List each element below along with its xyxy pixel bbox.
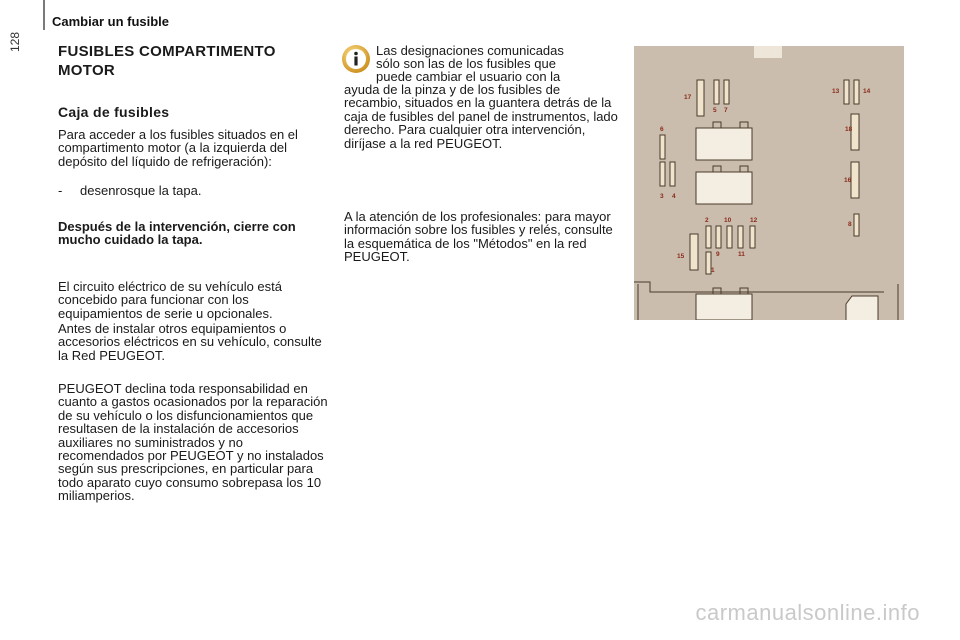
label-2: 2	[705, 217, 709, 224]
label-11: 11	[738, 251, 745, 258]
label-16: 16	[844, 177, 852, 184]
fuse-6	[660, 135, 665, 159]
label-7: 7	[724, 107, 728, 114]
fuse-12	[750, 226, 755, 248]
fuse-14	[854, 80, 859, 104]
fuse-9	[716, 226, 721, 248]
info-icon	[341, 44, 371, 74]
section-header: Cambiar un fusible	[52, 14, 170, 29]
fuse-13	[844, 80, 849, 104]
fuse-7	[724, 80, 729, 104]
label-8: 8	[848, 221, 852, 228]
label-14: 14	[863, 88, 871, 95]
fuse-5	[714, 80, 719, 104]
label-1: 1	[711, 267, 715, 274]
fuse-17	[697, 80, 704, 116]
label-10: 10	[724, 217, 732, 224]
fuse-11	[738, 226, 743, 248]
fuse-4	[670, 162, 675, 186]
info-paragraph: ayuda de la pinza y de los fusibles de recambio, situados en la guantera detrás de la caja de fusibles del panel de instrumentos, lado derecho. Para cualquier otra intervención, diríjase a la red PEUGEOT.	[344, 82, 618, 151]
intro-paragraph: Para acceder a los fusibles situados en el compartimento motor (a la izquierda del depósito del líquido de refrigeración):	[58, 127, 298, 169]
label-6: 6	[660, 126, 664, 133]
paragraph-accessories: Antes de instalar otros equipamientos o accesorios eléctricos en su vehículo, consulte la Red PEUGEOT.	[58, 321, 322, 363]
paragraph-circuit: El circuito eléctrico de su vehículo está concebido para funcionar con los equipamientos de serie u opcionales.	[58, 279, 282, 321]
label-4: 4	[672, 193, 676, 200]
label-17: 17	[684, 94, 692, 101]
professional-note: A la atención de los profesionales: para mayor información sobre los fusibles y relés, consulte la esquemática de los "Métodos" en la red PEUGEOT.	[344, 209, 613, 265]
label-5: 5	[713, 107, 717, 114]
fuse-box-connector	[846, 296, 878, 320]
step-item	[58, 184, 330, 197]
fuse-10	[727, 226, 732, 248]
label-18: 18	[845, 126, 853, 133]
relay-1	[696, 128, 752, 160]
step-dash: -	[58, 183, 63, 198]
header-rule	[43, 0, 45, 30]
subtitle: Caja de fusibles	[58, 104, 170, 120]
fuse-3	[660, 162, 665, 186]
info-line-3: puede cambiar el usuario con la	[376, 69, 561, 84]
paragraph-liability: PEUGEOT declina toda responsabilidad en cuanto a gastos ocasionados por la reparación de su vehículo o los disfuncionamientos que resultasen de la instalación de accesorios auxiliares no suministrados y no recomendados por PEUGEOT y no instalados según sus prescripciones, en particular para todo aparato cuyo consumo sobrepasa los 10 miliamperios.	[58, 381, 328, 504]
fuse-2	[706, 226, 711, 248]
label-15: 15	[677, 253, 685, 260]
page-number: 128	[8, 31, 22, 52]
fuse-8	[854, 214, 859, 236]
fuse-16	[851, 162, 859, 198]
fuse-15	[690, 234, 698, 270]
fuse-box-diagram	[634, 46, 904, 320]
step-text: desenrosque la tapa.	[80, 183, 202, 198]
fuse-box-notch	[754, 46, 782, 58]
watermark: carmanualsonline.info	[695, 600, 920, 625]
relay-2	[696, 172, 752, 204]
info-line-1: Las designaciones comunicadas	[376, 43, 564, 58]
label-12: 12	[750, 217, 758, 224]
warning-paragraph: Después de la intervención, cierre con mucho cuidado la tapa.	[58, 219, 296, 248]
label-13: 13	[832, 88, 840, 95]
relay-3	[696, 294, 752, 320]
page-title: FUSIBLES COMPARTIMENTO MOTOR	[58, 43, 276, 79]
label-3: 3	[660, 193, 664, 200]
label-9: 9	[716, 251, 720, 258]
info-line-2: sólo son las de los fusibles que	[376, 56, 556, 71]
